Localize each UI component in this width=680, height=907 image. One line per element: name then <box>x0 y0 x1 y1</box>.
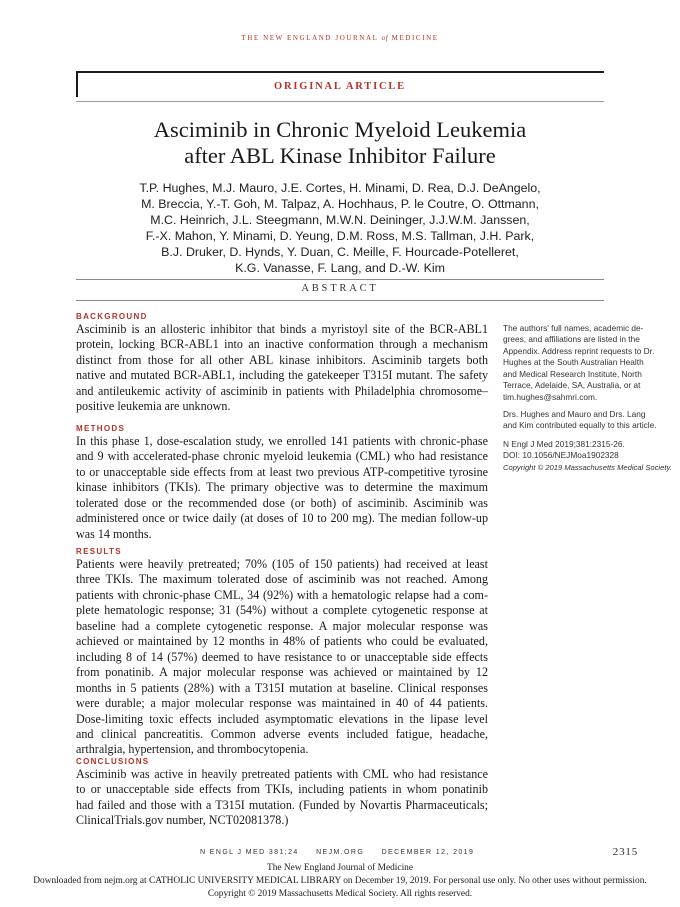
background-heading: BACKGROUND <box>76 312 148 321</box>
conclusions-paragraph <box>76 767 488 829</box>
results-heading: RESULTS <box>76 547 122 556</box>
text-line: positive leukemia are unknown. <box>76 399 231 414</box>
text-line: had failed and those with a T315I mutation. (Funded by Novartis Pharmaceuticals; <box>76 797 488 812</box>
journal-header <box>0 34 680 42</box>
footer-site[interactable]: NEJM.ORG <box>316 849 365 856</box>
side-line: and Medical Research Institute, North <box>503 368 642 379</box>
copyright-text: Copyright © 2019 Massachusetts Medical Society. <box>503 462 672 472</box>
side-line: Appendix. Address reprint requests to Dr. <box>503 345 655 356</box>
conclusions-heading: CONCLUSIONS <box>76 757 150 766</box>
text-line: arthralgia, hypertension, and thrombocytopenia. <box>76 742 309 757</box>
side-line: and Kim contributed equally to this article. <box>503 420 657 431</box>
text-line: Asciminib is an allosteric inhibitor that binds a myristoyl site of the BCR-ABL1 <box>76 322 488 336</box>
text-line: distinct from those for all other ABL kinase inhibitors. Asciminib targets both <box>76 352 488 367</box>
text-line: Patients were heavily pretreated; 70% (105 of 150 patients) had received at least <box>76 557 488 571</box>
article-type-rule <box>76 101 604 102</box>
results-paragraph <box>76 557 488 758</box>
text-line: achieved or maintained by 12 months in 48% of patients who could be evaluated, <box>76 634 488 649</box>
text-line: and antileukemic activity of asciminib in patients with Philadelphia chromosome– <box>76 383 488 398</box>
download-journal-line: The New England Journal of Medicine <box>266 863 414 873</box>
background-paragraph <box>76 322 488 415</box>
title-line: Asciminib in Chronic Myeloid Leukemia <box>153 117 527 142</box>
text-line: kinase inhibitors (TKIs). The primary objective was to determine the maximum <box>76 480 488 495</box>
journal-name-pre: THE NEW ENGLAND JOURNAL <box>241 34 379 42</box>
page-number: 2315 <box>612 846 638 858</box>
author-affiliations-note <box>503 323 673 403</box>
journal-name-post: MEDICINE <box>391 34 439 42</box>
methods-heading: METHODS <box>76 424 126 433</box>
journal-name-of: of <box>381 34 389 42</box>
text-line: to or unacceptable side effects from at least two previous ATP-competitive tyrosine <box>76 464 488 479</box>
equal-contribution-note <box>503 409 673 432</box>
side-line: Hughes at the South Australian Health <box>503 357 644 368</box>
side-line: Terrace, Adelaide, SA, Australia, or at <box>503 380 641 391</box>
text-line: Dose-limiting toxic effects included asymptomatic elevations in the lipase level <box>76 711 488 726</box>
text-line: plete hematologic response; 31 (54%) without a complete cytogenetic response at <box>76 603 488 618</box>
text-line: patients with chronic-phase CML, 34 (92%) with a hematologic relapse had a com- <box>76 587 488 602</box>
author-line: M.C. Heinrich, J.L. Steegmann, M.W.N. Deininger, J.J.W.M. Janssen, <box>150 213 530 227</box>
article-type-frame-top <box>76 71 604 73</box>
text-line: baseline had a complete cytogenetic response. A major molecular response was <box>76 618 488 633</box>
article-type-label: ORIGINAL ARTICLE <box>273 81 406 92</box>
side-line: The authors' full names, academic de- <box>503 323 644 333</box>
author-line: B.J. Druker, D. Hynds, Y. Duan, C. Meille, F. Hourcade-Potelleret, <box>161 245 519 259</box>
footer-date: DECEMBER 12, 2019 <box>381 849 475 856</box>
author-line: F.-X. Mahon, Y. Minami, D. Yeung, D.M. Ross, M.S. Tallman, J.H. Park, <box>145 229 535 243</box>
contact-email[interactable]: tim.hughes@sahmri.com. <box>503 391 598 402</box>
abstract-heading: ABSTRACT <box>301 283 379 294</box>
methods-paragraph <box>76 434 488 542</box>
citation-text: N Engl J Med 2019;381:2315-26. <box>503 439 625 449</box>
text-line: tolerated dose or the recommended dose (or both) of asciminib. Asciminib was <box>76 495 488 510</box>
text-line: protein, locking BCR-ABL1 into an inactive conformation through a mechanism <box>76 337 488 352</box>
text-line: to or unacceptable side effects from TKIs, including patients in whom ponatinib <box>76 782 488 797</box>
author-list <box>60 180 620 276</box>
side-line: Drs. Hughes and Mauro and Drs. Lang <box>503 409 646 419</box>
text-line: including 8 of 14 (57%) deemed to have resistance to or unacceptable side effects <box>76 649 488 664</box>
author-line: K.G. Vanasse, F. Lang, and D.-W. Kim <box>235 261 445 275</box>
doi-link[interactable]: DOI: 10.1056/NEJMoa1902328 <box>503 450 619 461</box>
text-line: was 14 months. <box>76 526 152 541</box>
side-line: grees, and affiliations are listed in the <box>503 334 640 345</box>
text-line: ClinicalTrials.gov number, NCT02081378.) <box>76 813 289 828</box>
author-line: M. Breccia, Y.-T. Goh, M. Talpaz, A. Hochhaus, P. le Coutre, O. Ottmann, <box>141 197 539 211</box>
text-line: Asciminib was active in heavily pretreated patients with CML who had resistance <box>76 767 488 781</box>
text-line: months in 5 patients (28%) with a T315I mutation at baseline. Clinical responses <box>76 680 488 695</box>
text-line: and clinical pancreatitis. Common adverse events included fatigue, headache, <box>76 726 488 741</box>
abstract-rule-bottom <box>76 300 604 301</box>
text-line: were durable; a major molecular response was maintained in 40 of 44 patients. <box>76 696 488 711</box>
abstract-rule-top <box>76 279 604 280</box>
download-copyright: Copyright © 2019 Massachusetts Medical Society. All rights reserved. <box>207 889 473 899</box>
text-line: and 9 with accelerated-phase chronic myeloid leukemia (CML) who had resistance <box>76 449 488 464</box>
text-line: three TKIs. The maximum tolerated dose of asciminib was not reached. Among <box>76 572 488 587</box>
text-line: from ponatinib. A major molecular response was achieved or maintained by 12 <box>76 665 488 680</box>
title-line: after ABL Kinase Inhibitor Failure <box>184 143 496 168</box>
text-line: In this phase 1, dose-escalation study, we enrolled 141 patients with chronic-phase <box>76 434 488 448</box>
page-footer <box>200 849 640 856</box>
citation-block <box>503 439 673 473</box>
author-line: T.P. Hughes, M.J. Mauro, J.E. Cortes, H. Minami, D. Rea, D.J. DeAngelo, <box>139 181 541 195</box>
article-title <box>40 117 640 169</box>
text-line: administered once or twice daily (at doses of 10 to 200 mg). The median follow-up <box>76 511 488 526</box>
footer-citation: N ENGL J MED 381;24 <box>200 849 299 856</box>
text-line: native and mutated BCR-ABL1, including the gatekeeper T315I mutant. The safety <box>76 368 488 383</box>
download-notice: Downloaded from nejm.org at CATHOLIC UNIVERSITY MEDICAL LIBRARY on December 19, 2019. For personal use only. No other uses without permission. <box>33 876 647 886</box>
